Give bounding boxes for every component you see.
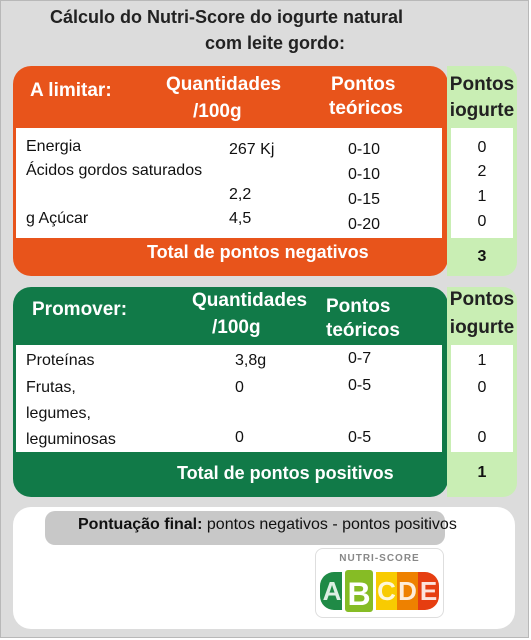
limit-row-2-name: Ácidos gordos saturados: [26, 162, 203, 179]
limit-row-1-points: 0: [477, 139, 487, 156]
promote-side-heading-line2: iogurte: [449, 317, 515, 338]
limit-total-label: Total de pontos negativos: [147, 242, 369, 262]
limit-row-1-range: 0-10: [348, 141, 381, 158]
promote-table: [16, 345, 442, 452]
promote-points-header-line2: teóricos: [326, 320, 400, 341]
promote-total-label: Total de pontos positivos: [177, 463, 394, 483]
limit-row-2-range: 0-10: [348, 166, 381, 183]
limit-points-header-line1: Pontos: [331, 74, 396, 95]
promote-quantity-header-line2: /100g: [212, 317, 261, 338]
limit-points-header-line2: teóricos: [329, 98, 403, 119]
limit-row-3-points: 1: [477, 188, 487, 205]
title-line-2: com leite gordo:: [205, 33, 346, 53]
limit-quantity-header-line2: /100g: [193, 101, 242, 122]
nutri-score-letter-d: D: [397, 572, 418, 610]
promote-row-4-points: 0: [477, 429, 487, 446]
promote-quantity-header-line1: Quantidades: [192, 290, 308, 311]
promote-row-1-name: Proteínas: [26, 352, 95, 369]
page-title: [40, 4, 490, 56]
promote-row-1-range: 0-7: [348, 350, 372, 367]
promote-row-4-name: leguminosas: [26, 431, 116, 448]
limit-side-column: [447, 66, 517, 276]
promote-row-3-name: legumes,: [26, 405, 91, 422]
final-score-text: [78, 514, 468, 536]
limit-row-1-qty: 267 Kj: [229, 141, 275, 158]
nutri-score-letter-a: A: [320, 572, 344, 610]
limit-side-heading-line1: Pontos: [449, 74, 515, 95]
limit-row-3-range: 0-15: [348, 191, 381, 208]
promote-row-2-qty: 0: [235, 379, 244, 396]
limit-side-box: [451, 128, 513, 238]
limit-table: [16, 128, 442, 238]
limit-row-4-qty: 4,5: [229, 210, 252, 227]
promote-points-header-line1: Pontos: [326, 296, 391, 317]
promote-total-value: 1: [477, 464, 487, 481]
promote-row-1-points: 1: [477, 352, 487, 369]
limit-row-3-qty: 2,2: [229, 186, 252, 203]
nutri-score-logo: [315, 548, 444, 618]
limit-row-4-range: 0-20: [348, 216, 381, 233]
promote-heading: Promover:: [32, 299, 128, 320]
limit-row-4-points: 0: [477, 213, 487, 230]
promote-row-1-qty: 3,8g: [235, 352, 267, 369]
promote-side-heading-line1: Pontos: [449, 289, 515, 310]
promote-row-4-qty: 0: [235, 429, 244, 446]
promote-row-4-range: 0-5: [348, 429, 372, 446]
limit-total-value: 3: [477, 248, 487, 265]
final-score-formula: pontos negativos - pontos positivos: [202, 516, 457, 533]
limit-row-1-name: Energia: [26, 138, 82, 155]
final-score-label: Pontuação final:: [78, 516, 203, 533]
nutri-score-letter-b: B: [342, 567, 376, 615]
limit-quantity-header-line1: Quantidades: [166, 74, 282, 95]
promote-row-2-name: Frutas,: [26, 379, 76, 396]
promote-side-column: [447, 287, 517, 497]
limit-row-4-name: g Açúcar: [26, 210, 89, 227]
limit-row-2-points: 2: [477, 163, 487, 180]
limit-side-heading-line2: iogurte: [449, 100, 515, 121]
nutri-score-letter-e: E: [418, 572, 439, 610]
promote-row-2-points: 0: [477, 379, 487, 396]
nutri-score-label: NUTRI-SCORE: [339, 553, 420, 564]
title-line-1: Cálculo do Nutri-Score do iogurte natural: [50, 7, 404, 27]
nutri-score-letter-c: C: [376, 572, 397, 610]
promote-side-box: [451, 345, 513, 452]
promote-row-2-range: 0-5: [348, 377, 372, 394]
limit-heading: A limitar:: [30, 80, 112, 101]
